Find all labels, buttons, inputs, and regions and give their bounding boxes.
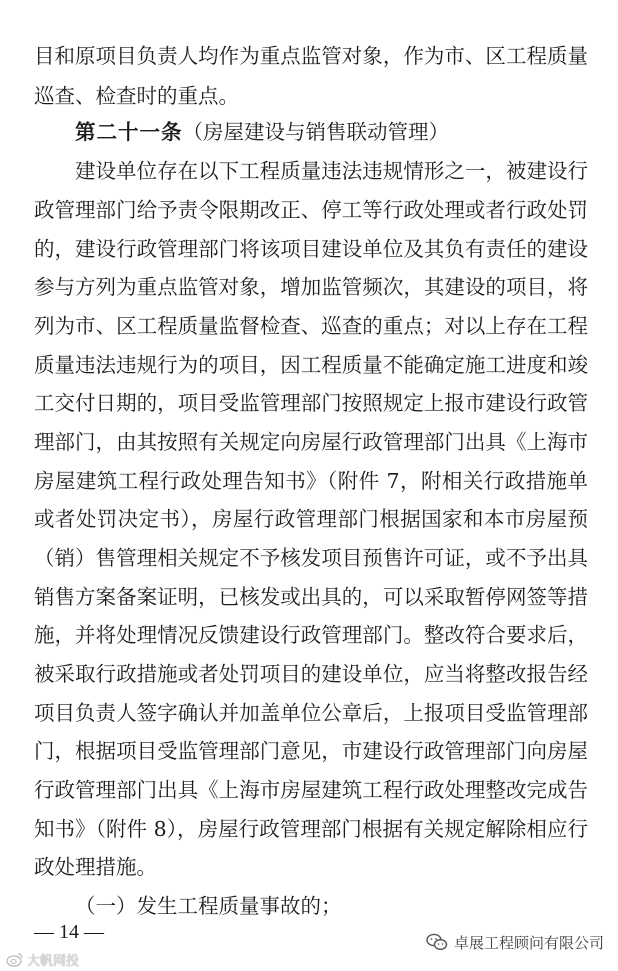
text-line: 行政管理部门出具《上海市房屋建筑工程行政处理整改完成告	[34, 778, 588, 802]
text-line: 政处理措施。	[34, 855, 157, 879]
text-line: 门，根据项目受监管理部门意见，市建设行政管理部门向房屋	[34, 739, 588, 763]
text-line: （一）发生工程质量事故的；	[75, 894, 342, 918]
text-line: 列为市、区工程质量监督检查、巡查的重点；对以上存在工程	[34, 314, 588, 338]
weibo-icon	[6, 952, 24, 967]
text-line: 或者处罚决定书），房屋行政管理部门根据国家和本市房屋预	[34, 507, 588, 531]
text-line: 知书》（附件 8），房屋行政管理部门根据有关规定解除相应行	[34, 817, 588, 841]
article-title: （房屋建设与销售联动管理）	[182, 120, 449, 144]
text-line: 质量违法违规行为的项目，因工程质量不能确定施工进度和竣	[34, 353, 588, 377]
text-line: 销售方案备案证明，已核发或出具的，可以采取暂停网签等措	[34, 585, 588, 609]
article-heading	[75, 117, 449, 147]
weibo-watermark	[6, 950, 79, 968]
text-line: 工交付日期的，项目受监管理部门按照规定上报市建设行政管	[34, 391, 588, 415]
text-line: 的，建设行政管理部门将该项目建设单位及其负有责任的建设	[34, 237, 588, 261]
text-line: 巡查、检查时的重点。	[34, 84, 239, 108]
text-line: 房屋建筑工程行政处理告知书》（附件 7，附相关行政措施单	[34, 469, 588, 493]
text-line: 项目负责人签字确认并加盖单位公章后，上报项目受监管理部	[34, 701, 588, 725]
article-label: 第二十一条	[75, 120, 183, 144]
weibo-watermark-text: 大帆网投	[27, 953, 80, 969]
text-line: 参与方列为重点监管对象，增加监管频次，其建设的项目，将	[34, 275, 588, 299]
wechat-watermark	[426, 930, 604, 954]
text-line: 施，并将处理情况反馈建设行政管理部门。整改符合要求后，	[34, 623, 588, 647]
wechat-icon	[426, 933, 448, 951]
text-line: 政管理部门给予责令限期改正、停工等行政处理或者行政处罚	[34, 198, 588, 222]
text-line: 被采取行政措施或者处罚项目的建设单位，应当将整改报告经	[34, 662, 588, 686]
text-line: 目和原项目负责人均作为重点监管对象，作为市、区工程质量	[34, 44, 588, 68]
page-number: — 14 —	[34, 921, 104, 943]
text-line: 理部门，由其按照有关规定向房屋行政管理部门出具《上海市	[34, 430, 588, 454]
wechat-account-name: 卓展工程顾问有限公司	[453, 933, 604, 952]
text-line: 建设单位存在以下工程质量违法违规情形之一，被建设行	[75, 159, 588, 183]
text-line: （销）售管理相关规定不予核发项目预售许可证，或不予出具	[34, 546, 588, 570]
